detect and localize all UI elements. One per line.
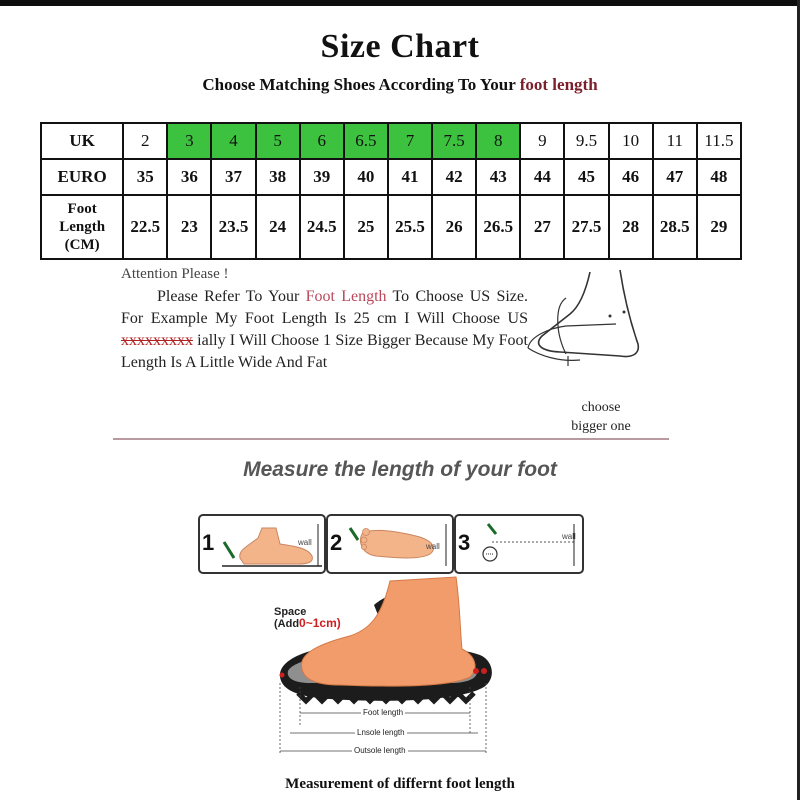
foot-length-cell: 28: [609, 195, 653, 259]
foot-length-cell: 23: [167, 195, 211, 259]
choose-line2: bigger one: [571, 419, 631, 434]
uk-row: [41, 123, 741, 159]
foot-in-shoe-sketch: [520, 266, 650, 376]
space-line2: (Add: [274, 618, 300, 630]
uk-size-cell: 4: [211, 123, 255, 159]
choose-line1: choose: [581, 400, 621, 415]
foot-length-cell: 22.5: [123, 195, 167, 259]
space-range: 0~1cm): [299, 616, 341, 630]
uk-size-cell: 3: [167, 123, 211, 159]
advice-text-2: To Choose US Size. For Example My Foot Length Is 25 cm I Will Choose US: [121, 288, 529, 327]
uk-size-cell: 10: [609, 123, 653, 159]
space-note: [274, 607, 341, 630]
euro-size-cell: 46: [609, 159, 653, 195]
foot-length-cell: 27.5: [564, 195, 608, 259]
wall-label: wall: [298, 538, 312, 547]
sizing-advice: [121, 286, 528, 374]
uk-size-cell: 5: [256, 123, 300, 159]
insole-length-dimension: Lnsole length: [357, 728, 405, 737]
foot-length-cell: 25: [344, 195, 388, 259]
outsole-length-dimension: Outsole length: [354, 746, 406, 755]
foot-label-line1: Foot: [67, 201, 97, 217]
foot-length-cell: 25.5: [388, 195, 432, 259]
uk-size-cell: 8: [476, 123, 520, 159]
foot-length-row: [41, 195, 741, 259]
foot-length-cell: 26: [432, 195, 476, 259]
uk-size-cell: 9: [520, 123, 564, 159]
euro-size-cell: 45: [564, 159, 608, 195]
foot-length-cell: 29: [697, 195, 741, 259]
foot-label-line3: (CM): [64, 237, 100, 253]
uk-size-cell: 7.5: [432, 123, 476, 159]
uk-size-cell: 6.5: [344, 123, 388, 159]
euro-size-cell: 47: [653, 159, 697, 195]
euro-size-cell: 35: [123, 159, 167, 195]
page-title: Size Chart: [320, 28, 480, 65]
foot-length-cell: 28.5: [653, 195, 697, 259]
wall-label: wall: [562, 532, 576, 541]
size-table: [40, 122, 742, 260]
choose-bigger-note: [566, 398, 636, 436]
space-line1: Space: [274, 606, 307, 618]
top-border: [0, 0, 800, 6]
step-number-3: 3: [458, 530, 471, 555]
wall-label: wall: [426, 542, 440, 551]
uk-label: UK: [41, 123, 123, 159]
advice-text-1: Please Refer To Your: [157, 288, 306, 305]
uk-size-cell: 6: [300, 123, 344, 159]
measure-steps: [198, 514, 584, 572]
euro-size-cell: 40: [344, 159, 388, 195]
foot-length-label: [41, 195, 123, 259]
euro-size-cell: 41: [388, 159, 432, 195]
uk-size-cell: 2: [123, 123, 167, 159]
advice-strikethrough: xxxxxxxxx: [121, 332, 193, 349]
subtitle-highlight: foot length: [519, 75, 598, 94]
euro-size-cell: 39: [300, 159, 344, 195]
uk-size-cell: 9.5: [564, 123, 608, 159]
euro-size-cell: 36: [167, 159, 211, 195]
foot-length-dimension: Foot length: [363, 708, 404, 717]
step-panel-2: [326, 514, 454, 574]
subtitle-text: Choose Matching Shoes According To Your: [202, 75, 520, 94]
step-number-1: 1: [202, 530, 215, 555]
euro-size-cell: 44: [520, 159, 564, 195]
measure-mark-icon: [474, 520, 584, 568]
foot-length-cell: 24.5: [300, 195, 344, 259]
step-panel-3: [454, 514, 584, 574]
uk-size-cell: 11: [653, 123, 697, 159]
foot-length-cell: 23.5: [211, 195, 255, 259]
uk-size-cell: 11.5: [697, 123, 741, 159]
foot-length-cell: 26.5: [476, 195, 520, 259]
measure-title: Measure the length of your foot: [243, 458, 557, 481]
measure-caption: Measurement of differnt foot length: [285, 776, 515, 792]
section-divider: [113, 438, 669, 440]
advice-foot-length: Foot Length: [305, 288, 387, 305]
euro-size-cell: 42: [432, 159, 476, 195]
step-panel-1: [198, 514, 326, 574]
euro-size-cell: 43: [476, 159, 520, 195]
euro-size-cell: 38: [256, 159, 300, 195]
foot-in-sole-diagram: [270, 575, 500, 775]
euro-row: [41, 159, 741, 195]
euro-size-cell: 48: [697, 159, 741, 195]
step-number-2: 2: [330, 530, 343, 555]
euro-size-cell: 37: [211, 159, 255, 195]
foot-length-cell: 27: [520, 195, 564, 259]
page-subtitle: [0, 75, 800, 95]
attention-heading: Attention Please !: [121, 266, 229, 282]
advice-text-3: ially I Will Choose 1 Size Bigger Because My Foot Length Is A Little Wide And Fat: [121, 332, 528, 371]
euro-label: EURO: [41, 159, 123, 195]
uk-size-cell: 7: [388, 123, 432, 159]
foot-length-cell: 24: [256, 195, 300, 259]
foot-label-line2: Length: [59, 219, 106, 235]
